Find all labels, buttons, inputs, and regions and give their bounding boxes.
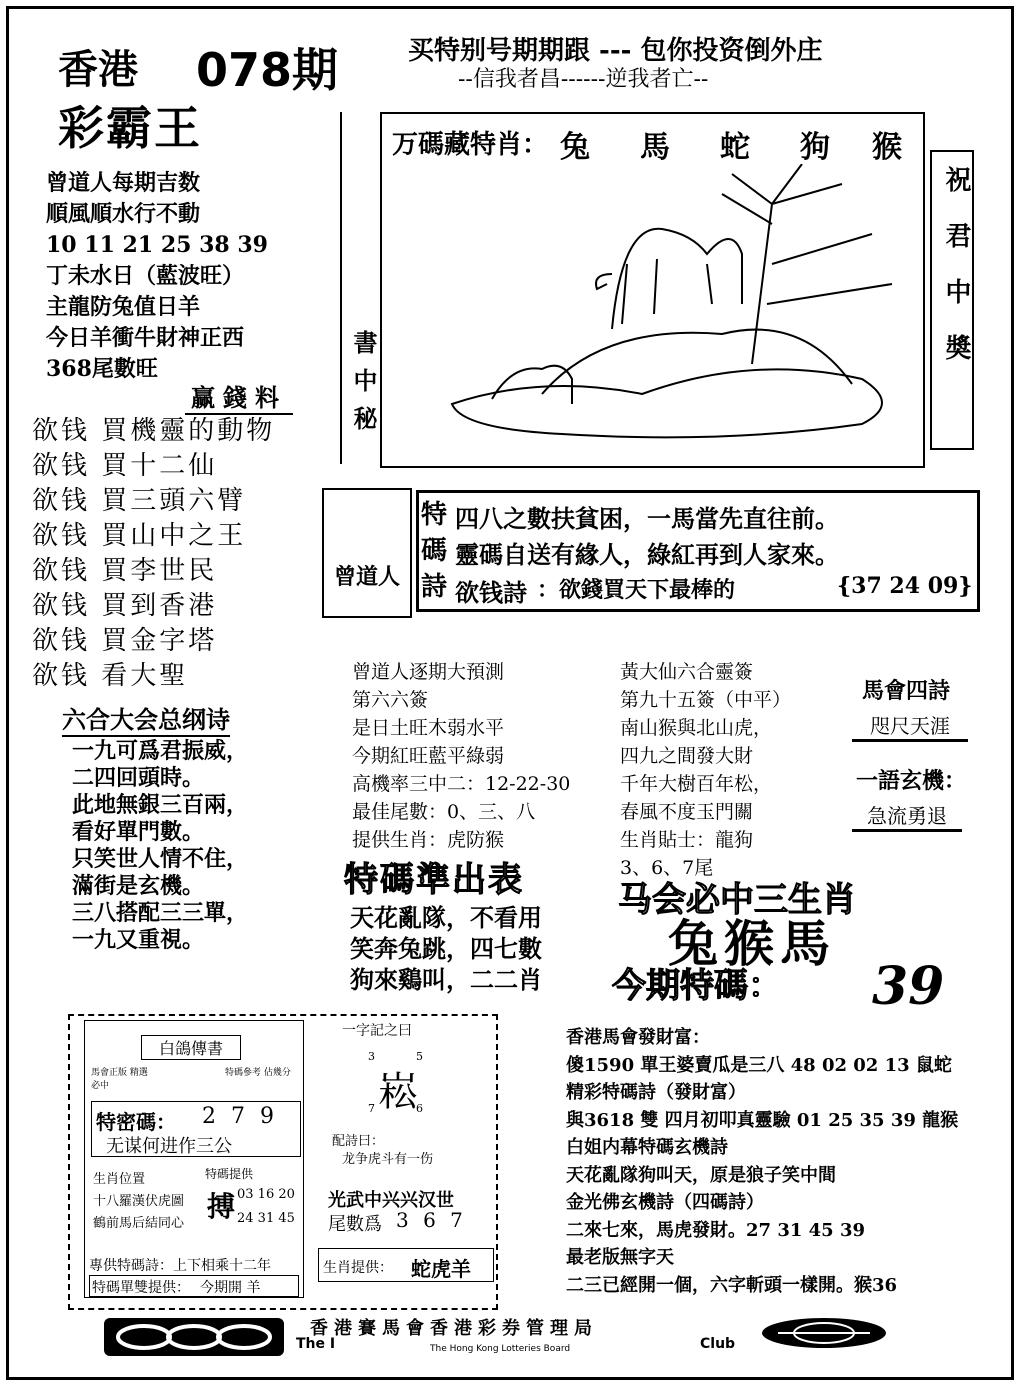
pigeon-code-box [91,1101,301,1157]
zodiac-provide-box [318,1248,494,1282]
slogan-sub: --信我者昌------逆我者亡-- [458,67,709,92]
pigeon-riddle: 專供特碼詩：上下相乘十二年 [89,1258,271,1274]
poem-line: 一九又重視。 [72,927,205,953]
huang-line: 春風不度玉門關 [620,801,754,823]
prediction [352,658,570,854]
rb-line: 天花亂隊狗叫天，原是狼子笑中間 [566,1164,836,1186]
footer-cn: 香港賽馬會香港彩券管理局 [310,1318,598,1339]
win-line: 欲钱 買金字塔 [32,626,218,656]
pigeon-code-label: 特密碼： [96,1110,176,1134]
special-poem-line3-label: 欲钱詩 [455,578,527,607]
footer-en-mid: The Hong Kong Lotteries Board [430,1344,571,1354]
this-period-label: 今期特碼： [612,966,782,1006]
hidden-zodiac-animal: 狗 [800,130,830,165]
side-char: 特 [421,500,448,530]
brand-bottom: 彩霸王 [58,101,202,155]
lottery-logo-icon [104,1318,284,1356]
zodiac-provide-label: 生肖提供： [323,1260,393,1276]
win-lines [32,414,275,694]
rb-line: 傻1590 單王婆賣瓜是三八 48 02 02 13 鼠蛇 [566,1054,952,1076]
slogan-main: 买特别号期期跟 --- 包你投资倒外庄 [408,36,823,66]
special-poem-line3: ：欲錢買天下最棒的 [537,577,736,603]
hidden-zodiac-animal: 猴 [872,130,902,165]
poem-title: 六合大会总纲诗 [62,700,230,737]
horse-poem-title: 馬會四詩 [862,678,951,704]
rb-line: 金光佛玄機詩（四碼詩） [566,1192,764,1213]
brand-top: 香港 [58,47,138,93]
win-line: 欲钱 買三頭六臂 [32,486,247,516]
char-day-title: 一字記之曰 [342,1023,412,1039]
footer-en-left: The I [296,1336,336,1352]
intro-line: 丁未水日（藍波旺） [46,263,245,289]
prediction-line: 曾道人逐期大預測 [352,661,505,683]
poem-line: 三八搭配三三單， [72,900,249,926]
prediction-line: 提供生肖：虎防猴 [352,829,505,851]
win-line: 欲钱 看大聖 [32,661,189,691]
pigeon-box [84,1020,304,1298]
corner-num: 5 [416,1050,423,1063]
footer-en-right: Club [700,1336,736,1352]
one-word-value: 急流勇退 [852,800,962,832]
rb-line: 香港馬會發財富： [566,1027,710,1048]
special-out-line: 狗來鷄叫，二二肖 [350,965,542,994]
rb-line: 二三已經開一個，六字斬頭一樣開。猴36 [566,1274,898,1296]
tail: 3 6 7 [396,1208,467,1232]
win-line: 欲钱 買李世民 [32,556,218,586]
zodiac-pos-label: 生肖位置 [93,1172,146,1187]
huang-line: 第九十五簽（中平） [620,689,792,711]
wish-vertical: 祝君中奬 [941,166,971,390]
footer-logo-left [104,1318,284,1356]
win-line: 欲钱 買十二仙 [32,451,218,481]
intro-line: 順風順水行不動 [46,201,201,227]
intro-line: 368尾數旺 [46,356,158,382]
footer-logo-right [758,1316,890,1350]
special-num-row: 03 16 20 [237,1187,295,1202]
huang-line: 南山猴與北山虎， [620,717,773,739]
huang-line: 四九之間發大財 [620,745,754,767]
special-provide-char: 搏 [207,1190,236,1223]
huang-line: 3、6、7尾 [620,857,714,879]
pigeon-code-sub: 无谋何进作三公 [106,1136,232,1157]
huang-line: 生肖貼士：龍狗 [620,829,754,851]
seal-text: 曾道人 [334,564,401,590]
poem-line: 此地無銀三百兩， [72,792,249,818]
this-period-number: 39 [872,956,945,1017]
char-day-slogan: 光武中兴兴汉世 [328,1190,454,1211]
rb-line: 白姐内幕特碼玄機詩 [566,1137,728,1158]
verse-label: 配詩曰： [332,1134,385,1149]
poem-line: 二四回頭時。 [72,765,205,791]
right-bottom [566,1024,958,1299]
win-title: 赢錢料 [185,378,293,415]
jockey-club-icon [758,1316,890,1350]
special-num-row: 24 31 45 [237,1211,295,1226]
zodiac-pos-line: 十八羅漢伏虎圖 [93,1194,185,1209]
intro-line: 10 11 21 25 38 39 [46,232,268,258]
rb-line: 精彩特碼詩（發財富） [566,1082,746,1103]
left-intro [46,168,268,385]
poem-line: 滿街是玄機。 [72,873,205,899]
rb-line: 二來七來，馬虎發財。27 31 45 39 [566,1219,865,1241]
poem-line: 看好單門數。 [72,819,205,845]
special-poem-side [421,497,447,605]
intro-line: 主龍防兔值日羊 [46,294,201,320]
pigeon-title: 白鴿傳書 [141,1035,241,1060]
char-day-panel [312,1020,496,1300]
illustration-box [380,112,925,468]
side-char: 碼 [421,536,448,566]
pigeon-code: 2 7 9 [202,1104,278,1129]
zodiac-provide: 蛇虎羊 [411,1257,471,1281]
tail-label: 尾數爲 [328,1214,382,1235]
special-out-line: 笑奔兔跳，四七數 [350,934,542,963]
special-provide-nums [237,1183,295,1231]
special-poem-box [416,490,980,612]
win-line: 欲钱 買機靈的動物 [32,416,276,446]
hidden-zodiac-animal: 兔 [560,130,590,165]
special-provide-label: 特碼提供 [205,1167,254,1181]
poem-lines [72,738,248,954]
char-day-char: 崧 [378,1069,418,1115]
special-poem-line1: 四八之數扶貧困，一馬當先直往前。 [455,504,839,533]
side-char: 詩 [421,572,448,602]
intro-line: 曾道人每期吉数 [46,170,201,196]
hidden-zodiac-animal: 蛇 [720,130,750,165]
special-out-title: 特碼準出表 [344,860,524,900]
prediction-line: 今期紅旺藍平綠弱 [352,745,505,767]
illustration-left-rule [340,112,342,464]
hidden-zodiac-label: 万碼藏特肖： [392,130,549,160]
win-line: 欲钱 買到香港 [32,591,218,621]
pigeon-riddle2: 今期開 羊 [200,1280,261,1296]
huang-line: 黃大仙六合靈簽 [620,661,754,683]
pigeon-side-right: 特碼參考 佔幾分 [225,1068,291,1078]
corner-num: 6 [416,1102,423,1115]
poem-line: 只笑世人情不住， [72,846,249,872]
hidden-zodiac-animal: 馬 [640,130,670,165]
three-zodiac-animals: 兔猴馬 [668,914,836,973]
special-out-lines [350,902,542,995]
prediction-line: 是日土旺木弱水平 [352,717,505,739]
special-poem-line2: 靈碼自送有緣人，綠紅再到人家來。 [455,540,839,569]
horse-poem-value: 咫尺天涯 [852,710,968,742]
intro-line: 今日羊衝牛財神正西 [46,325,245,351]
camel-illustration [422,164,922,464]
corner-num: 7 [368,1102,375,1115]
rb-line: 與3618 雙 四月初叩真靈驗 01 25 35 39 龍猴 [566,1109,959,1131]
win-line: 欲钱 買山中之王 [32,521,247,551]
issue-number: 078期 [196,43,339,97]
pigeon-side-left: 馬會正版 精選必中 [91,1068,148,1091]
huang-daxian [620,658,791,882]
prediction-line: 最佳尾數：0、三、八 [352,801,536,823]
three-zodiac-title: 马会必中三生肖 [618,880,856,920]
special-out-line: 天花亂隊，不看用 [350,903,542,932]
prediction-line: 高機率三中二：12-22-30 [352,773,571,795]
prediction-line: 第六六簽 [352,689,429,711]
one-word-title: 一語玄機： [856,768,967,794]
pigeon-riddle2-label: 特碼單雙提供： [92,1280,190,1296]
pigeon-riddle2-box [89,1275,299,1297]
wish-box [930,150,974,450]
book-secret-vertical: 書中秘 [349,330,378,444]
corner-num: 3 [368,1050,375,1063]
pigeon-zodiac-pos [93,1169,184,1235]
huang-line: 千年大樹百年松， [620,773,773,795]
seal-stamp [322,488,412,618]
special-poem-numbers: {37 24 09} [837,573,973,599]
zodiac-pos-line: 鶴前馬后結同心 [93,1216,185,1231]
rb-line: 最老版無字天 [566,1247,674,1268]
poem-line: 一九可爲君振威， [72,738,249,764]
verse: 龙争虎斗有一伤 [342,1152,434,1167]
